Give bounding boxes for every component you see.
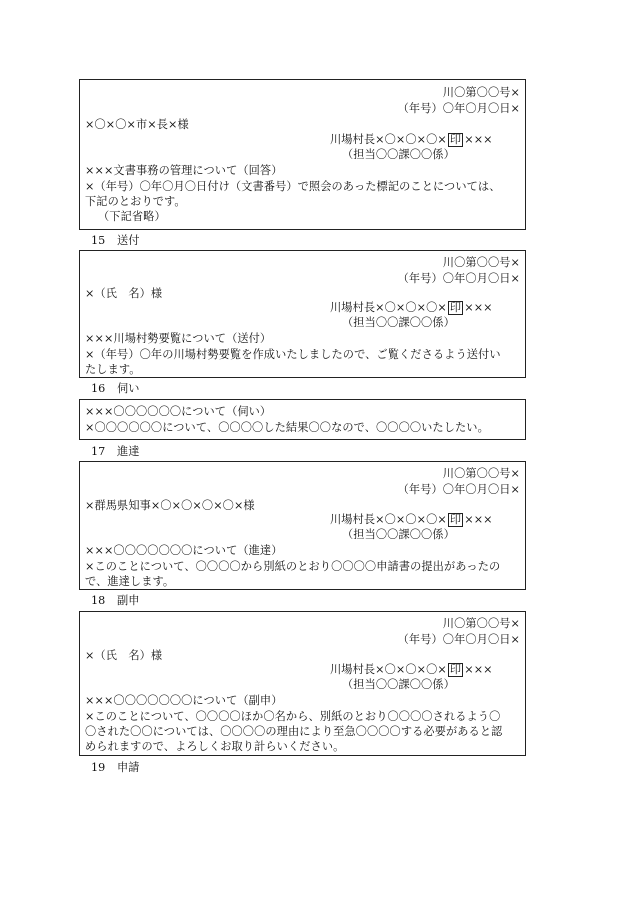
heading-title: 申請 bbox=[117, 761, 140, 774]
body-line: ×このことについて、〇〇〇〇ほか〇名から、別紙のとおり〇〇〇〇されるよう〇 bbox=[85, 710, 501, 723]
heading-title: 送付 bbox=[117, 234, 140, 247]
sender-tail: ××× bbox=[464, 133, 493, 146]
sender-tail: ××× bbox=[464, 301, 493, 314]
sender-name: 川場村長×〇×〇×〇× bbox=[330, 301, 447, 314]
doc-number: 川〇第〇〇号× bbox=[442, 256, 520, 269]
heading-number: 15 bbox=[91, 234, 106, 247]
sender-tail: ××× bbox=[464, 513, 493, 526]
sender bbox=[330, 512, 520, 527]
doc-number: 川〇第〇〇号× bbox=[442, 86, 520, 99]
section-heading bbox=[91, 233, 139, 248]
recipient: ×（氏 名）様 bbox=[85, 649, 163, 662]
sender bbox=[330, 132, 520, 147]
doc-date: （年号）〇年〇月〇日× bbox=[397, 633, 520, 646]
subject: ×××文書事務の管理について（回答） bbox=[85, 164, 283, 177]
subject: ×××〇〇〇〇〇〇について（伺い） bbox=[85, 405, 272, 418]
doc-date: （年号）〇年〇月〇日× bbox=[397, 272, 520, 285]
contact: （担当〇〇課〇〇係） bbox=[342, 678, 455, 691]
heading-number: 16 bbox=[91, 382, 106, 395]
example-box-reply bbox=[79, 79, 526, 230]
body-line: で、進達します。 bbox=[85, 575, 175, 588]
body-line: ×（年号）〇年の川場村勢要覧を作成いたしましたので、ご覧くださるよう送付い bbox=[85, 348, 501, 361]
subject: ×××〇〇〇〇〇〇〇について（進達） bbox=[85, 544, 283, 557]
heading-number: 17 bbox=[91, 445, 106, 458]
doc-date: （年号）〇年〇月〇日× bbox=[397, 102, 520, 115]
example-box-inquiry bbox=[79, 399, 526, 440]
sender-name: 川場村長×〇×〇×〇× bbox=[330, 133, 447, 146]
example-box-transmit bbox=[79, 461, 526, 590]
sender-tail: ××× bbox=[464, 663, 493, 676]
doc-number: 川〇第〇〇号× bbox=[442, 467, 520, 480]
example-box-send bbox=[79, 250, 526, 378]
seal-stamp: 印 bbox=[449, 301, 462, 314]
recipient: ×群馬県知事×〇×〇×〇×〇×様 bbox=[85, 499, 255, 512]
section-heading bbox=[91, 444, 139, 459]
recipient: ×（氏 名）様 bbox=[85, 287, 163, 300]
doc-date: （年号）〇年〇月〇日× bbox=[397, 483, 520, 496]
body-line: 下記のとおりです。 bbox=[85, 195, 186, 208]
section-heading bbox=[91, 760, 139, 775]
body-line: ×このことについて、〇〇〇〇から別紙のとおり〇〇〇〇申請書の提出があったの bbox=[85, 560, 501, 573]
body-line: たします。 bbox=[85, 363, 141, 376]
section-heading bbox=[91, 381, 139, 396]
body-line: ×〇〇〇〇〇〇について、〇〇〇〇した結果〇〇なので、〇〇〇〇いたしたい。 bbox=[85, 421, 489, 434]
sender bbox=[330, 300, 520, 315]
contact: （担当〇〇課〇〇係） bbox=[342, 528, 455, 541]
subject: ×××川場村勢要覧について（送付） bbox=[85, 332, 272, 345]
seal-stamp: 印 bbox=[449, 513, 462, 526]
seal-stamp: 印 bbox=[449, 663, 462, 676]
heading-number: 18 bbox=[91, 594, 106, 607]
heading-title: 副申 bbox=[117, 594, 140, 607]
note: （下記省略） bbox=[98, 210, 166, 223]
sender-name: 川場村長×〇×〇×〇× bbox=[330, 663, 447, 676]
doc-number: 川〇第〇〇号× bbox=[442, 617, 520, 630]
seal-stamp: 印 bbox=[449, 133, 462, 146]
contact: （担当〇〇課〇〇係） bbox=[342, 148, 455, 161]
body-line: 〇された〇〇については、〇〇〇〇の理由により至急〇〇〇〇する必要があると認 bbox=[85, 725, 503, 738]
sender-name: 川場村長×〇×〇×〇× bbox=[330, 513, 447, 526]
contact: （担当〇〇課〇〇係） bbox=[342, 316, 455, 329]
body-line: められますので、よろしくお取り計らいください。 bbox=[85, 740, 345, 753]
body-line: ×（年号）〇年〇月〇日付け（文書番号）で照会のあった標記のことについては、 bbox=[85, 180, 501, 193]
section-heading bbox=[91, 593, 139, 608]
sender bbox=[330, 662, 520, 677]
heading-title: 進達 bbox=[117, 445, 140, 458]
subject: ×××〇〇〇〇〇〇〇について（副申） bbox=[85, 694, 283, 707]
heading-number: 19 bbox=[91, 761, 106, 774]
recipient: ×〇×〇×市×長×様 bbox=[85, 118, 189, 131]
example-box-endorsement bbox=[79, 611, 526, 756]
heading-title: 伺い bbox=[117, 382, 140, 395]
